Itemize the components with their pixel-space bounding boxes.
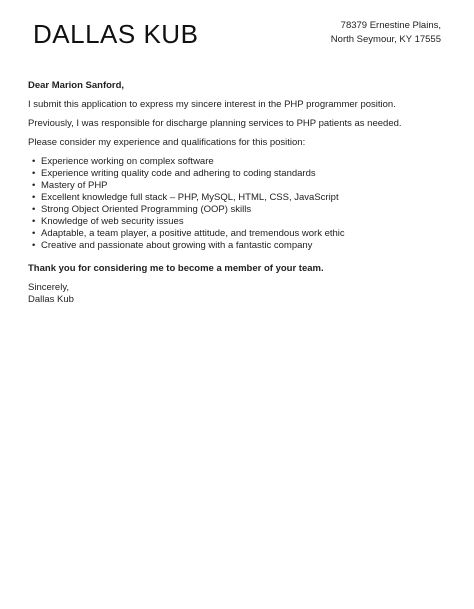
list-item-text: Mastery of PHP <box>41 180 108 191</box>
list-item <box>32 216 448 228</box>
signature-name: Dallas Kub <box>28 294 74 305</box>
list-item <box>32 168 448 180</box>
applicant-address <box>331 19 441 47</box>
bullet-icon: • <box>32 180 36 191</box>
bullet-icon: • <box>32 204 36 215</box>
bullet-icon: • <box>32 156 36 167</box>
list-item-text: Strong Object Oriented Programming (OOP) skills <box>41 204 252 215</box>
salutation: Dear Marion Sanford, <box>28 80 125 91</box>
address-line-1: 78379 Ernestine Plains, <box>340 20 441 31</box>
list-item <box>32 180 448 192</box>
qualifications-list <box>28 156 448 252</box>
bullet-icon: • <box>32 168 36 179</box>
list-item <box>32 240 448 252</box>
qualifications-intro: Please consider my experience and qualifications for this position: <box>28 137 306 148</box>
list-item-text: Experience writing quality code and adhering to coding standards <box>41 168 316 179</box>
list-item-text: Adaptable, a team player, a positive attitude, and tremendous work ethic <box>41 228 345 239</box>
thank-you-line: Thank you for considering me to become a member of your team. <box>28 263 324 274</box>
list-item-text: Knowledge of web security issues <box>41 216 184 227</box>
address-line-2: North Seymour, KY 17555 <box>330 34 441 45</box>
closing: Sincerely, <box>28 282 70 293</box>
list-item-text: Creative and passionate about growing with a fantastic company <box>41 240 313 251</box>
bullet-icon: • <box>32 216 36 227</box>
bullet-icon: • <box>32 192 36 203</box>
list-item <box>32 204 448 216</box>
bullet-icon: • <box>32 228 36 239</box>
applicant-name: DALLAS KUB <box>33 19 199 49</box>
bullet-icon: • <box>32 240 36 251</box>
experience-paragraph: Previously, I was responsible for discharge planning services to PHP patients as needed. <box>28 118 402 129</box>
letter-body <box>28 80 448 306</box>
intro-paragraph: I submit this application to express my sincere interest in the PHP programmer position. <box>28 99 396 110</box>
list-item <box>32 156 448 168</box>
list-item <box>32 192 448 204</box>
list-item <box>32 228 448 240</box>
list-item-text: Experience working on complex software <box>41 156 214 167</box>
list-item-text: Excellent knowledge full stack – PHP, MySQL, HTML, CSS, JavaScript <box>41 192 339 203</box>
